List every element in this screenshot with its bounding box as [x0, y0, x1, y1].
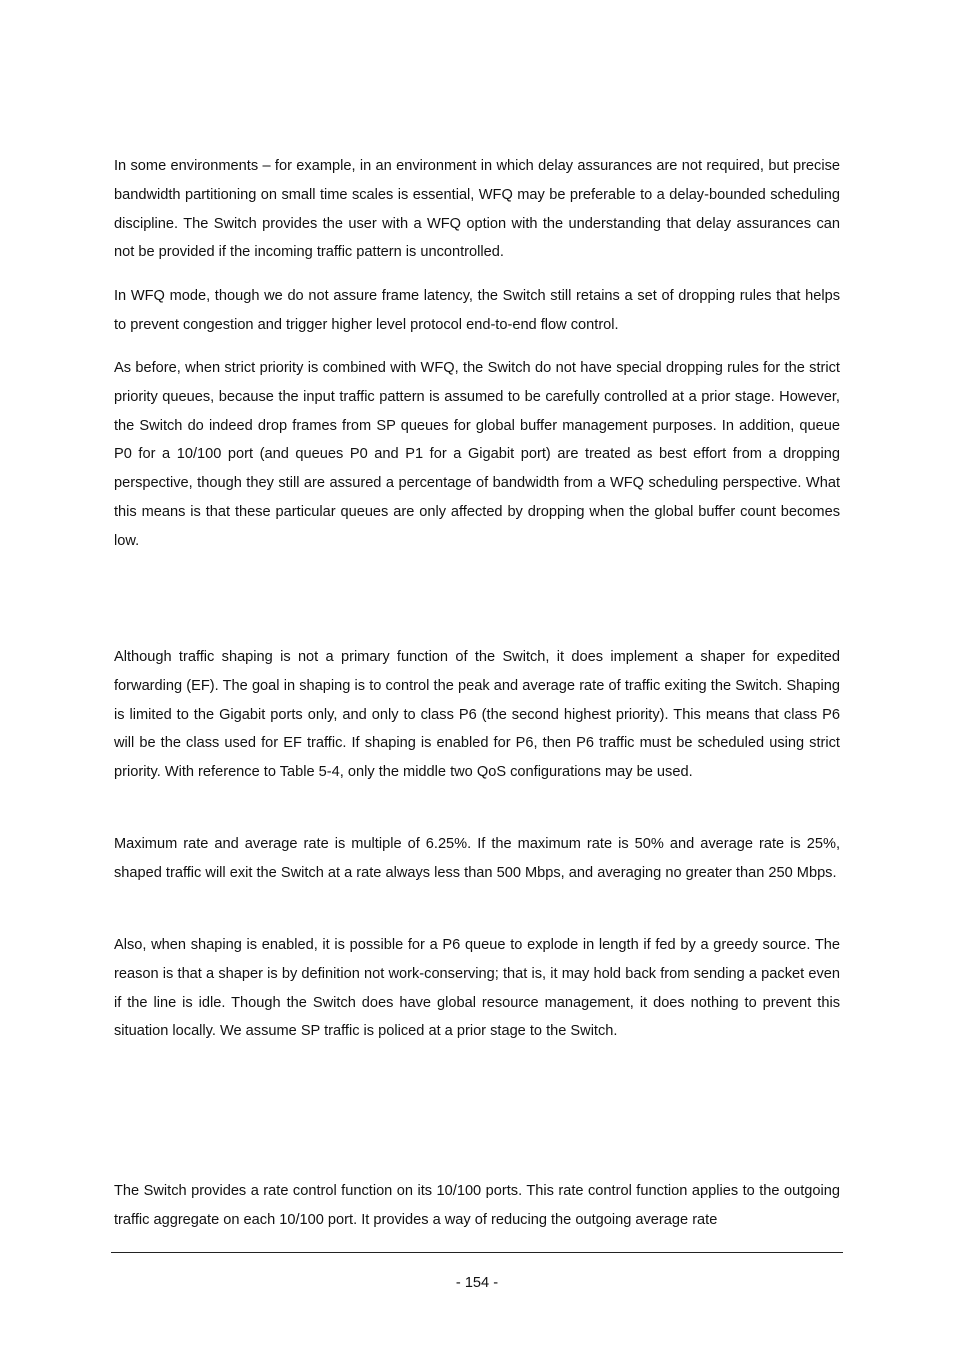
page-number: - 154 - [455, 1275, 499, 1291]
paragraph-maximum-rate: Maximum rate and average rate is multiple of 6.25%. If the maximum rate is 50% and average rate is 25%, shaped traffic will exit the Switch at a rate always less than 500 Mbps, and averaging no greater than 250 Mbps. [114, 836, 840, 881]
paragraph-rate-control: The Switch provides a rate control function on its 10/100 ports. This rate control function applies to the outgoing traffic aggregate on each 10/100 port. It provides a way of reducing the outgoing average rate [114, 1183, 840, 1228]
paragraph-traffic-shaping: Although traffic shaping is not a primary function of the Switch, it does implement a shaper for expedited forwarding (EF). The goal in shaping is to control the peak and average rate of traffic exiting the Switch. Shaping is limited to the Gigabit ports only, and only to class P6 (the second highest priority). This means that class P6 will be the class used for EF traffic. If shaping is enabled for P6, then P6 traffic must be scheduled using strict priority. With reference to Table 5-4, only the middle two QoS configurations may be used. [114, 649, 840, 781]
paragraph-strict-priority-wfq: As before, when strict priority is combined with WFQ, the Switch do not have special dropping rules for the strict priority queues, because the input traffic pattern is assumed to be carefully controlled at a prior stage. However, the Switch do indeed drop frames from SP queues for global buffer management purposes. In addition, queue P0 for a 10/100 port (and queues P0 and P1 for a Gigabit port) are treated as best effort from a dropping perspective, though they still are assured a percentage of bandwidth from a WFQ scheduling perspective. What this means is that these particular queues are only affected by dropping when the global buffer count becomes low. [114, 360, 840, 549]
footer-divider [111, 1252, 843, 1253]
paragraph-shaping-enabled: Also, when shaping is enabled, it is possible for a P6 queue to explode in length if fed by a greedy source. The reason is that a shaper is by definition not work-conserving; that is, it may hold back from sending a packet even if the line is idle. Though the Switch does have global resource management, it does nothing to prevent this situation locally. We assume SP traffic is policed at a prior stage to the Switch. [114, 937, 840, 1040]
paragraph-wfq-environments: In some environments – for example, in an environment in which delay assurances are not required, but precise bandwidth partitioning on small time scales is essential, WFQ may be preferable to a delay-bounded scheduling discipline. The Switch provides the user with a WFQ option with the understanding that delay assurances can not be provided if the incoming traffic pattern is uncontrolled. [114, 158, 840, 261]
paragraph-wfq-mode: In WFQ mode, though we do not assure frame latency, the Switch still retains a set of dropping rules that helps to prevent congestion and trigger higher level protocol end-to-end flow control. [114, 288, 840, 333]
